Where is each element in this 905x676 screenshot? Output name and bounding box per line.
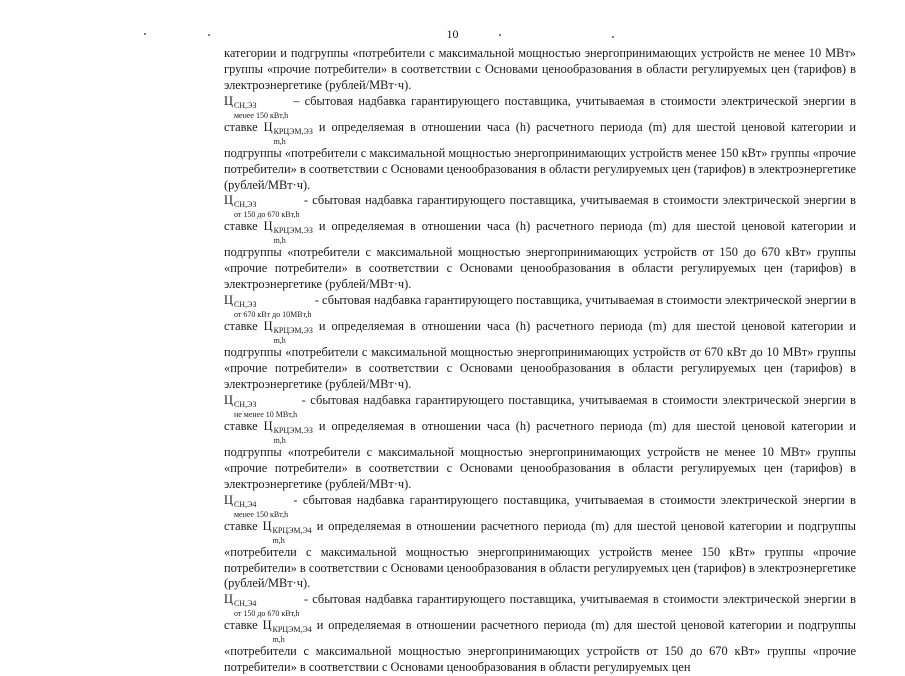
document-body [224,46,856,676]
rate-symbol: Ц КРЦЭМ,ЭЗ m,h [263,219,313,246]
dash: – [288,93,305,108]
rate-symbol: Ц КРЦЭМ,ЭЗ m,h [263,119,313,146]
dash: - [299,592,313,607]
tariff-symbol: Ц СН,Э4 менее 150 кВт,h [224,492,289,519]
tariff-symbol: Ц СН,Э4 от 150 до 670 кВт,h [224,592,300,619]
definition-entry [224,193,856,293]
definition-text: и определяемая в отношении часа (h) расчетного периода (m) для шестой ценовой категории и подгруппы «потребители с максимальной мощностью энергопринимающих устройств менее 150 кВт» группы «прочие потребители» в соответствии с Основами ценообразования в области регулируемых цен (тарифов) в электроэнергетике (рублей/МВт·ч). [224,119,856,192]
rate-symbol: Ц КРЦЭМ,Э4 m,h [262,518,312,545]
tariff-symbol: Ц СН,ЭЗ от 670 кВт до 10МВт,h [224,293,312,320]
dash: - [299,193,313,208]
definition-text: и определяемая в отношении часа (h) расчетного периода (m) для шестой ценовой категории и подгруппы «потребители с максимальной мощностью энергопринимающих устройств от 150 до 670 кВт» группы «прочие потребители» в соответствии с Основами ценообразования в области регулируемых цен (тарифов) в электроэнергетике (рублей/МВт·ч). [224,219,856,292]
tariff-symbol: Ц СН,ЭЗ не менее 10 МВт,h [224,392,298,419]
dash: - [311,293,323,308]
definition-text: сбытовая надбавка гарантирующего поставщика, учитываемая в стоимости электрической энергии в ставке [224,492,857,533]
page-number: 10 [446,27,459,41]
tariff-symbol: Ц СН,ЭЗ менее 150 кВт,h [224,93,289,120]
dash: - [297,392,311,407]
definition-text: сбытовая надбавка гарантирующего поставщика, учитываемая в стоимости электрической энергии в ставке [224,193,856,234]
definition-text: сбытовая надбавка гарантирующего поставщика, учитываемая в стоимости электрической энергии в ставке [224,93,857,134]
definition-entry [224,293,856,393]
definition-text: и определяемая в отношении часа (h) расчетного периода (m) для шестой ценовой категории и подгруппы «потребители с максимальной мощностью энергопринимающих устройств от 670 кВт до 10 МВт» группы «прочие потребители» в соответствии с Основами ценообразования в области регулируемых цен (тарифов) в электроэнергетике (рублей/МВт·ч). [224,319,856,391]
dash: - [288,492,303,507]
definition-entry [224,94,856,194]
rate-symbol: Ц КРЦЭМ,ЭЗ m,h [263,319,313,346]
definition-text: сбытовая надбавка гарантирующего поставщика, учитываемая в стоимости электрической энергии в ставке [224,592,856,633]
definition-text: и определяемая в отношении расчетного периода (m) для шестой ценовой категории и подгруппы «потребители с максимальной мощностью энергопринимающих устройств от 150 до 670 кВт» группы «прочие потребители» в соответствии с Основами ценообразования в области регулируемых цен [224,618,856,675]
definition-text: сбытовая надбавка гарантирующего поставщика, учитываемая в стоимости электрической энергии в ставке [224,392,856,433]
definition-text: и определяемая в отношении расчетного периода (m) для шестой ценовой категории и подгруппы «потребители с максимальной мощностью энергопринимающих устройств менее 150 кВт» группы «прочие потребители» в соответствии с Основами ценообразования в области регулируемых цен (тарифов) в электроэнергетике (рублей/МВт·ч). [224,518,856,591]
rate-symbol: Ц КРЦЭМ,ЭЗ m,h [263,418,313,445]
definition-text: и определяемая в отношении часа (h) расчетного периода (m) для шестой ценовой категории и подгруппы «потребители с максимальной мощностью энергопринимающих устройств не менее 10 МВт» группы «прочие потребители» в соответствии с Основами ценообразования в области регулируемых цен (тарифов) в электроэнергетике (рублей/МВт·ч). [224,418,856,491]
definition-entry [224,592,856,676]
definition-text: сбытовая надбавка гарантирующего поставщика, учитываемая в стоимости электрической энергии в ставке [224,293,856,334]
rate-symbol: Ц КРЦЭМ,Э4 m,h [262,618,312,645]
definition-entry [224,393,856,493]
definition-list [224,94,856,676]
tariff-symbol: Ц СН,ЭЗ от 150 до 670 кВт,h [224,193,300,220]
definition-entry [224,493,856,593]
intro-paragraph: категории и подгруппы «потребители с максимальной мощностью энергопринимающих устройств не менее 10 МВт» группы «прочие потребители» в соответствии с Основами ценообразования в области регулируемых цен (тарифов) в электроэнергетике (рублей/МВт·ч). [224,46,856,92]
